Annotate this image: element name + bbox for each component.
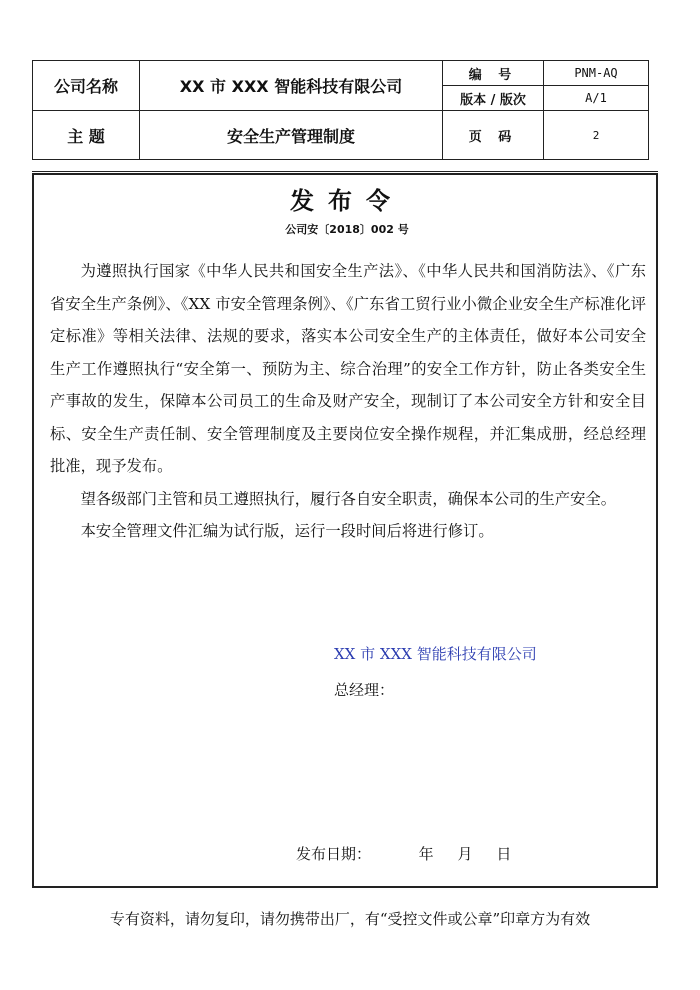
document-body (50, 255, 646, 548)
paragraph-trial-note: 本安全管理文件汇编为试行版，运行一段时间后将进行修订。 (80, 522, 494, 540)
version-value: A/1 (544, 86, 649, 111)
code-value: PNM-AQ (544, 61, 649, 86)
header-divider (32, 171, 658, 172)
document-header-table (32, 60, 649, 160)
code-label: 编 号 (443, 61, 544, 86)
release-date: 发布日期： 年 月 日 (296, 845, 512, 863)
company-name: XX 市 XXX 智能科技有限公司 (140, 61, 443, 111)
paragraph-main: 为遵照执行国家《中华人民共和国安全生产法》、《中华人民共和国消防法》、《广东省安全生产条例》、《XX 市安全管理条例》、《广东省工贸行业小微企业安全生产标准化评定标准》等相关法律、法规的要求，落实本公司安全生产的主体责任，做好本公司安全生产工作遵照执行“安全第一、预防为主、综合治理”的安全工作方针，防止各类安全生产事故的发生，保障本公司员工的生命及财产安全，现制订了本公司安全方针和安全目标、安全生产责任制、安全管理制度及主要岗位安全操作规程，并汇集成册，经总经理批准，现予发布。 (50, 262, 646, 475)
footer-note: 专有资料，请勿复印，请勿携带出厂，有“受控文件或公章”印章方为有效 (109, 910, 591, 928)
page-number: 2 (544, 111, 649, 160)
signature-manager: 总经理： (334, 681, 395, 699)
company-label: 公司名称 (33, 61, 140, 111)
document-number: 公司安〔2018〕002 号 (285, 223, 409, 236)
document-title: 发布令 (290, 187, 404, 215)
document-body-frame (32, 173, 658, 888)
paragraph-instruction: 望各级部门主管和员工遵照执行，履行各自安全职责，确保本公司的生产安全。 (80, 489, 616, 508)
signature-company: XX 市 XXX 智能科技有限公司 (334, 645, 537, 663)
subject-label: 主 题 (33, 111, 140, 160)
subject-value: 安全生产管理制度 (140, 111, 443, 160)
page-label: 页 码 (443, 111, 544, 160)
version-label: 版本 / 版次 (443, 86, 544, 111)
